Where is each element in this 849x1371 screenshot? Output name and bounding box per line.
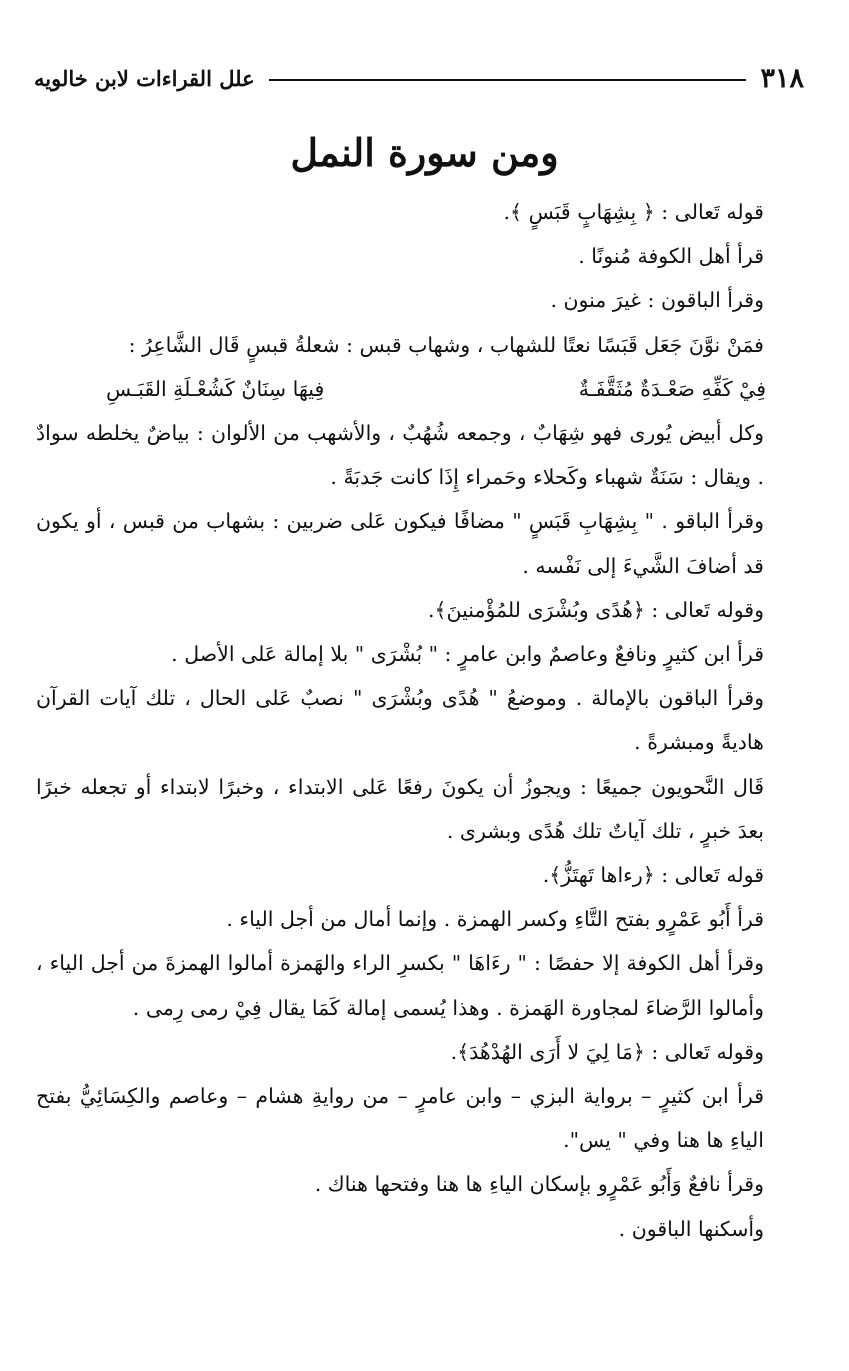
verse-first-hemistich: فِيْ كَفِّهِ صَعْـدَةٌ مُثَقَّفَـةٌ [578, 376, 766, 401]
paragraph: وقرأ أهل الكوفة إلا حفصًا : " رءَاهَا " بكسرِ الراء والهَمزة أمالوا الهمزةَ من أجل الياء ، وأمالوا الرَّضاءَ لمجاورة الهَمزة . وهذا يُسمى إمالة كَمَا يقال فِيْ رمى رِمى . [36, 951, 764, 1020]
paragraph: قرأ أَبُو عَمْرٍو بفتح التَّاءِ وكسر الهمزة . وإنما أمال من أجل الياء . [226, 907, 764, 932]
paragraph: قرأ ابن كثيرٍ – برواية البزي – وابن عامرٍ – من روايةِ هشام – وعاصم والكِسَائِيُّ بفتح الياءِ ها هنا وفي " يس". [36, 1084, 764, 1153]
paragraph: وقوله تَعالى : ﴿مَا لِيَ لا أَرَى الهُدْهُدَ﴾. [450, 1039, 764, 1064]
surah-title: ومن سورة النمل [290, 130, 559, 175]
paragraph: قوله تَعالى : ﴿رءاها تَهتَزُّ﴾. [542, 863, 764, 888]
paragraph: وقوله تَعالى : ﴿هُدًى وبُشْرَى للمُؤْمنينَ﴾. [427, 597, 764, 622]
page-number: ٣١٨ [760, 62, 804, 94]
running-title: علل القراءات لابن خالويه [34, 65, 255, 91]
verse-second-hemistich: فِيهَا سِنَانٌ كَشُعْـلَةِ القَبَـسِ [106, 376, 325, 401]
paragraph: وقرأ الباقون : غيرَ منون . [550, 288, 764, 313]
paragraph: قرأ أهل الكوفة مُنونًا . [578, 244, 764, 269]
paragraph: وقرأ الباقو . " بِشِهَابِ قَبَسٍ " مضافًا فيكون عَلى ضربين : بشهاب من قبس ، أو يكون قد أضافَ الشَّيءَ إلى نَفْسه . [36, 509, 764, 578]
paragraph: وقرأ نافعٌ وَأَبُو عَمْرٍو بإسكان الياءِ ها هنا وفتحها هناك . [314, 1172, 764, 1197]
paragraph: وكل أبيض يُورى فهو شِهَابٌ ، وجمعه شُهُبٌ ، والأشهب من الألوان : بياضٌ يخلطه سوادٌ . ويقال : سَنَةٌ شهباء وكَحلاء وحَمراء إِذَا كانت جَدبَةً . [36, 421, 764, 490]
body-text [36, 190, 806, 1251]
paragraph: قوله تَعالى : ﴿ بِشِهَابٍ قَبَسٍ ﴾. [503, 200, 764, 224]
paragraph: فمَنْ نوَّنَ جَعَل قَبَسًا نعتًا للشهاب ، وشهاب قبس : شعلةُ قبسٍ قَال الشَّاعِرُ : [128, 332, 764, 357]
paragraph: وقرأ الباقون بالإمالة . وموضعُ " هُدًى وبُشْرَى " نصبٌ عَلى الحال ، تلك آيات القرآن هاديةً ومبشرةً . [36, 686, 764, 755]
paragraph: وأسكنها الباقون . [618, 1216, 764, 1241]
page-header [34, 58, 804, 98]
header-rule [269, 79, 747, 81]
paragraph: قَال النَّحويون جميعًا : ويجوزُ أن يكونَ رفعًا عَلى الابتداء ، وخبرًا لابتداء أو تجعله خبرًا بعدَ خبرٍ ، تلك آياتٌ تلك هُدًى وبشرى . [36, 774, 764, 843]
poetry-verse [36, 367, 806, 411]
paragraph: قرأ ابن كثيرٍ ونافعٌ وعاصمٌ وابن عامرٍ : " بُشْرَى " بلا إمالة عَلى الأصل . [171, 642, 764, 667]
